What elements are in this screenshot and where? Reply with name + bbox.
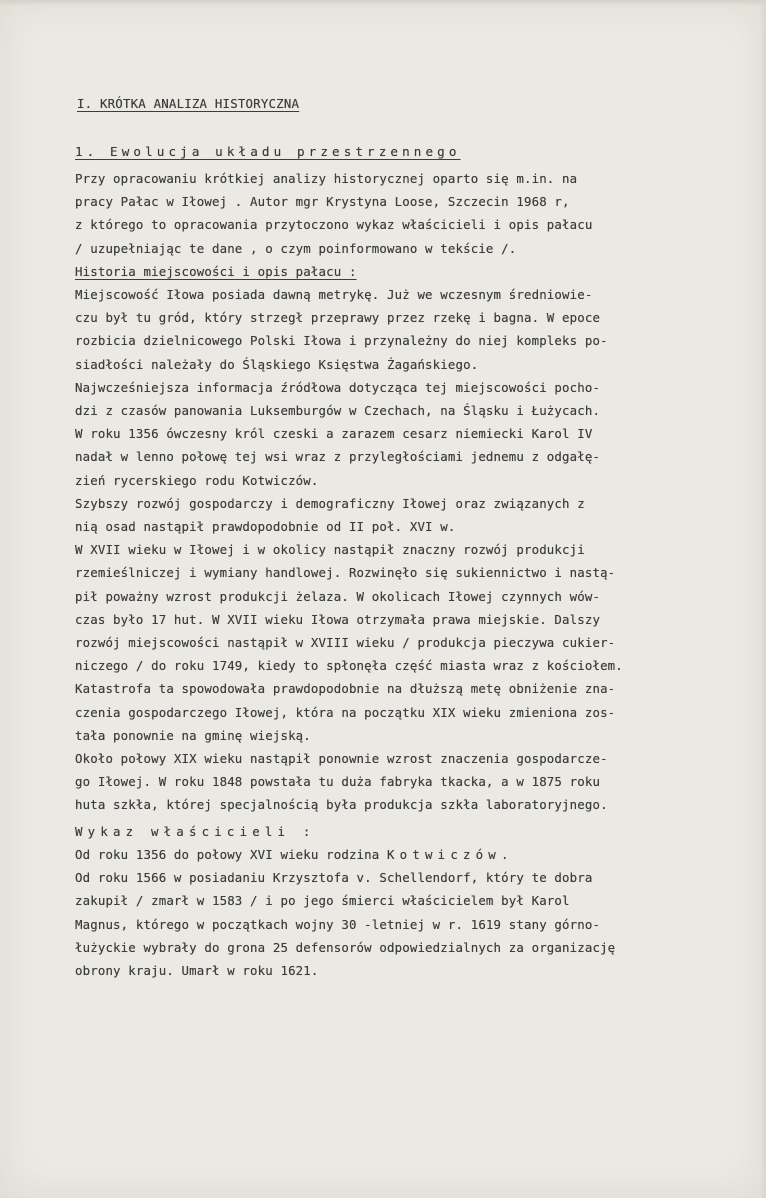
history-line: go Iłowej. W roku 1848 powstała tu duża fabryka tkacka, a w 1875 roku [75,774,601,790]
history-line: Około połowy XIX wieku nastąpił ponownie wzrost znaczenia gospodarcze- [75,751,608,767]
intro-line: / uzupełniając te dane , o czym poinformowano w tekście /. [75,240,517,256]
history-line: Miejscowość Iłowa posiada dawną metrykę. Już we wczesnym średniowie- [75,287,593,303]
owners-line: Magnus, którego w początkach wojny 30 -letniej w r. 1619 stany górno- [75,916,601,932]
history-line: W roku 1356 ówczesny król czeski a zarazem cesarz niemiecki Karol IV [75,426,593,442]
owners-line: zakupił / zmarł w 1583 / i po jego śmierci właścicielem był Karol [75,893,570,909]
history-line: nią osad nastąpił prawdopodobnie od II poł. XVI w. [75,519,456,535]
history-paragraph [75,283,730,817]
intro-line: pracy Pałac w Iłowej . Autor mgr Krystyna Loose, Szczecin 1968 r, [75,194,570,210]
owners-paragraph [75,843,730,982]
intro-paragraph [75,167,730,260]
page-edge-top [0,0,766,6]
intro-line: Przy opracowaniu krótkiej analizy historycznej oparto się m.in. na [75,171,578,186]
history-line: niczego / do roku 1749, kiedy to spłonęła część miasta wraz z kościołem. [75,658,623,674]
intro-line: z którego to opracowania przytoczono wykaz właścicieli i opis pałacu [75,217,593,233]
owners-line-text: Od roku 1356 do połowy XVI wieku rodzina [75,846,388,862]
history-line: zień rycerskiego rodu Kotwiczów. [75,472,319,488]
owners-line: Od roku 1566 w posiadaniu Krzysztofa v. Schellendorf, który te dobra [75,870,593,886]
page-edge-right [760,0,766,1198]
history-line: nadał w lenno połowę tej wsi wraz z przyległościami jednemu z odgałę- [75,449,601,465]
history-line: czu był tu gród, który strzegł przeprawy przez rzekę i bagna. W epoce [75,310,601,326]
history-line: rozbicia dzielnicowego Polski Iłowa i przynależny do niej kompleks po- [75,333,608,349]
history-line: W XVII wieku w Iłowej i w okolicy nastąpił znaczny rozwój produkcji [75,542,585,558]
family-name: Kotwiczów [387,846,501,862]
document-title: I. KRÓTKA ANALIZA HISTORYCZNA [77,96,300,111]
history-line: rzemieślniczej i wymiany handlowej. Rozwinęło się sukiennictwo i nastą- [75,565,616,581]
history-line: huta szkła, której specjalnością była produkcja szkła laboratoryjnego. [75,797,608,813]
history-line: czenia gospodarczego Iłowej, która na początku XIX wieku zmieniona zos- [75,704,616,720]
history-line: siadłości należały do Śląskiego Księstwa Żagańskiego. [75,356,479,372]
owners-line [75,843,730,866]
section-heading: 1. Ewolucja układu przestrzennego [75,144,461,159]
history-line: rozwój miejscowości nastąpił w XVIII wieku / produkcja pieczywa cukier- [75,635,616,651]
history-line: tała ponownie na gminę wiejską. [75,727,311,743]
history-line: dzi z czasów panowania Luksemburgów w Czechach, na Śląsku i Łużycach. [75,403,601,419]
document-body [75,96,730,982]
history-line: czas było 17 hut. W XVII wieku Iłowa otrzymała prawa miejskie. Dalszy [75,611,601,627]
history-line: Szybszy rozwój gospodarczy i demograficzny Iłowej oraz związanych z [75,495,585,511]
owners-line: obrony kraju. Umarł w roku 1621. [75,962,319,978]
history-heading: Historia miejscowości i opis pałacu : [75,263,357,279]
owners-heading: Wykaz właścicieli : [75,823,316,839]
history-line: pił poważny wzrost produkcji żelaza. W okolicach Iłowej czynnych wów- [75,588,601,604]
history-line: Najwcześniejsza informacja źródłowa dotycząca tej miejscowości pocho- [75,379,601,395]
history-line: Katastrofa ta spowodowała prawdopodobnie na dłuższą metę obniżenie zna- [75,681,616,697]
owners-line-end: . [500,846,509,862]
owners-line: łużyckie wybrały do grona 25 defensorów odpowiedzialnych za organizację [75,939,616,955]
